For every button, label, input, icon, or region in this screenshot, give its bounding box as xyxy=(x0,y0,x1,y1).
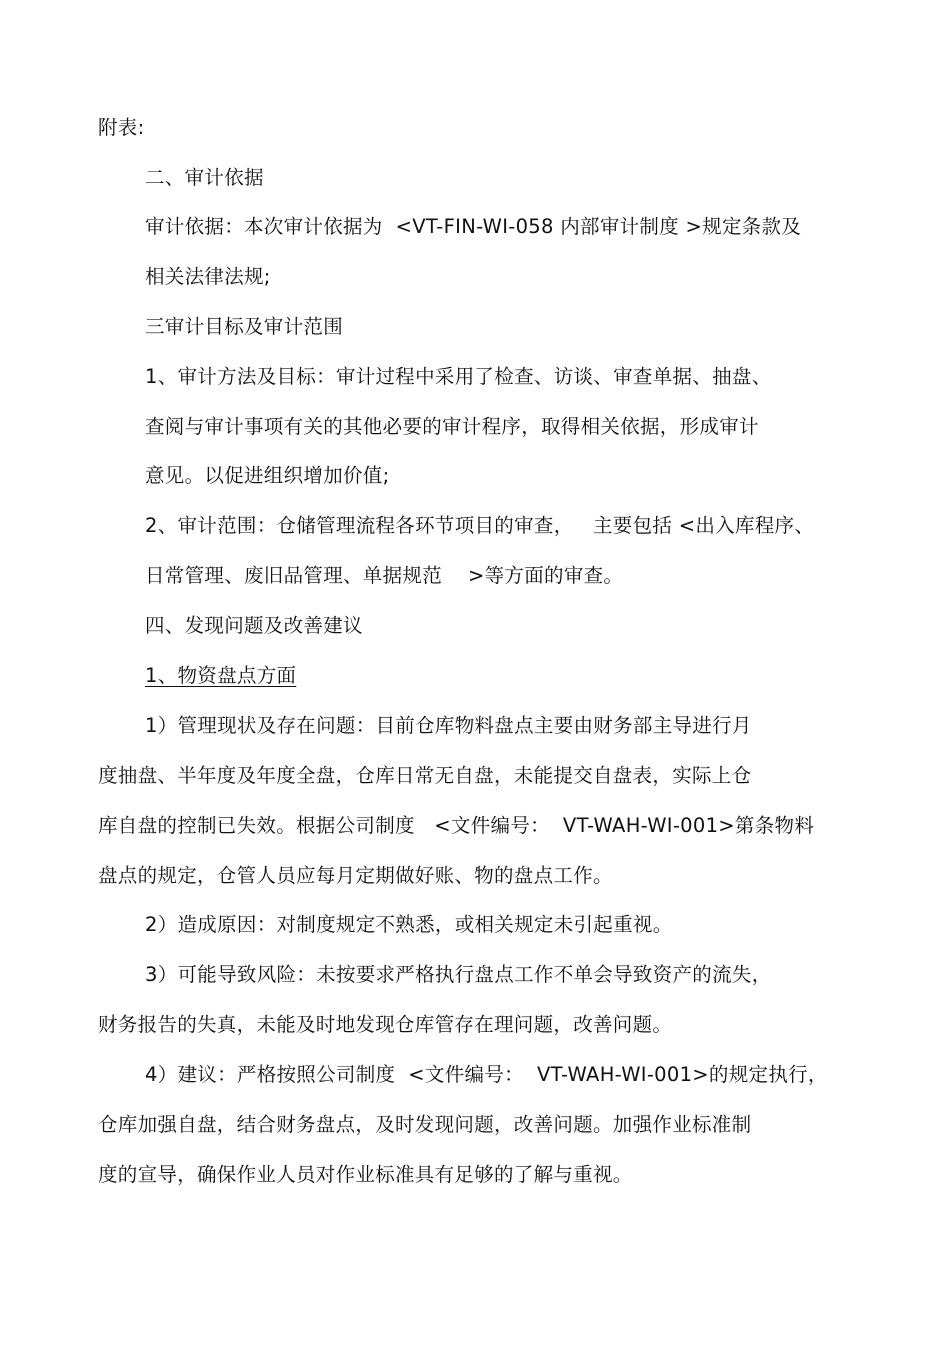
paragraph-line: 4）建议：严格按照公司制度 <文件编号： VT-WAH-WI-001>的规定执行， xyxy=(145,1063,828,1086)
subsection-heading-inventory: 1、物资盘点方面 xyxy=(145,664,297,687)
section-heading-findings: 四、发现问题及改善建议 xyxy=(145,614,363,637)
paragraph-line: 1、审计方法及目标：审计过程中采用了检查、访谈、审查单据、抽盘、 xyxy=(145,365,772,388)
section-heading-audit-scope: 三审计目标及审计范围 xyxy=(145,315,344,338)
paragraph-line: 日常管理、废旧品管理、单据规范 >等方面的审查。 xyxy=(145,564,624,587)
paragraph-line: 1）管理现状及存在问题：目前仓库物料盘点主要由财务部主导进行月 xyxy=(145,714,752,737)
paragraph-line: 度抽盘、半年度及年度全盘，仓库日常无自盘，未能提交自盘表，实际上仓 xyxy=(98,764,752,787)
paragraph-line: 审计依据：本次审计依据为 <VT-FIN-WI-058 内部审计制度 >规定条款及 xyxy=(145,215,802,238)
paragraph-line: 库自盘的控制已失效。根据公司制度 <文件编号： VT-WAH-WI-001>第条物料 xyxy=(98,814,815,837)
paragraph-line: 相关法律法规; xyxy=(145,265,271,288)
paragraph-line: 盘点的规定，仓管人员应每月定期做好账、物的盘点工作。 xyxy=(98,864,613,887)
paragraph-line: 财务报告的失真，未能及时地发现仓库管存在理问题，改善问题。 xyxy=(98,1013,673,1036)
paragraph-line: 2、审计范围：仓储管理流程各环节项目的审查， 主要包括 <出入库程序、 xyxy=(145,514,815,537)
section-heading-audit-basis: 二、审计依据 xyxy=(145,166,264,189)
paragraph-line: 仓库加强自盘，结合财务盘点，及时发现问题，改善问题。加强作业标准制 xyxy=(98,1113,752,1136)
appendix-label: 附表: xyxy=(98,116,145,139)
paragraph-line: 3）可能导致风险：未按要求严格执行盘点工作不单会导致资产的流失， xyxy=(145,963,772,986)
paragraph-line: 度的宣导，确保作业人员对作业标准具有足够的了解与重视。 xyxy=(98,1163,633,1186)
paragraph-line: 2）造成原因：对制度规定不熟悉，或相关规定未引起重视。 xyxy=(145,913,673,936)
paragraph-line: 意见。以促进组织增加价值; xyxy=(145,464,390,487)
paragraph-line: 查阅与审计事项有关的其他必要的审计程序，取得相关依据，形成审计 xyxy=(145,415,759,438)
